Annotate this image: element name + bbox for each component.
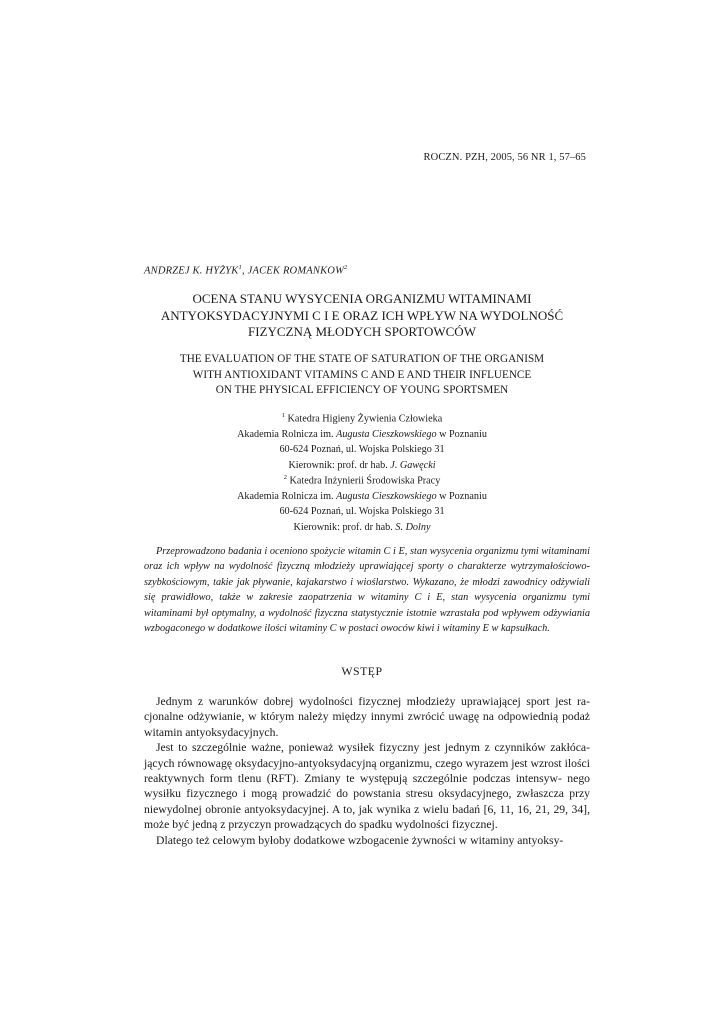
abstract-text: pływanie, kajakarstwo i wioślarstwo. Wykazano, że młodzi zawodnicy odżywiali xyxy=(252,576,590,588)
title-line: FIZYCZNĄ MŁODYCH SPORTOWCÓW xyxy=(248,324,476,339)
journal-reference: ROCZN. PZH, 2005, 56 NR 1, 57–65 xyxy=(423,152,586,163)
abstract-text: organizmu tymi witaminami oraz ich wpływ na wydolność fizyczną młodzieży xyxy=(144,546,590,573)
body-line: ilości reaktywnych form tlenu (RFT). Zmiany te występują szczególnie podczas intensyw- xyxy=(144,756,590,786)
body-line: 29, 34], może być jedną z przyczyn prowadzących do spadku wydolności fizycznej. xyxy=(144,802,590,832)
author-line xyxy=(144,264,348,277)
affiliation-head: Kierownik: prof. dr hab. J. Gawęcki xyxy=(288,459,436,471)
title-line: OCENA STANU WYSYCENIA ORGANIZMU WITAMINAMI xyxy=(192,291,532,306)
affiliation-marker: 1 xyxy=(238,264,242,271)
abstract xyxy=(144,544,590,636)
affiliation-department: $^2$ Katedra Inżynierii Środowiska Pracy xyxy=(283,474,441,487)
title-line: ANTYOKSYDACYJNYMI C I E ORAZ ICH WPŁYW NA WYDOLNOŚĆ xyxy=(160,307,564,323)
title-line: THE EVALUATION OF THE STATE OF SATURATION OF THE ORGANISM xyxy=(179,353,545,365)
polish-title xyxy=(120,291,604,341)
section-heading: WSTĘP xyxy=(341,664,383,678)
body-line: przy niewydolnej obronie antyoksydacyjnej. A to, jak wynika z wielu badań [6, 11, 16, 21, xyxy=(144,787,590,816)
affiliation-marker: 2 xyxy=(344,264,348,271)
affiliation-marker: 1 xyxy=(281,412,285,419)
paragraph xyxy=(144,694,590,740)
title-line: ON THE PHYSICAL EFFICIENCY OF YOUNG SPORTSMEN xyxy=(215,384,509,397)
affiliation-address: 60-624 Poznań, ul. Wojska Polskiego 31 xyxy=(279,506,445,518)
abstract-text: organizmu tymi witaminami był optymalny, a wydolność fizyczna statystycznie xyxy=(144,592,590,619)
title-line: WITH ANTIOXIDANT VITAMINS C AND E AND THEIR INFLUENCE xyxy=(192,368,532,381)
paragraph xyxy=(144,740,590,832)
affiliation-address: 60-624 Poznań, ul. Wojska Polskiego 31 xyxy=(279,444,445,456)
english-title xyxy=(120,352,604,399)
abstract-text: witaminy C w postaci owoców kiwi i witaminy E w kapsułkach. xyxy=(289,623,550,635)
affiliation-academy: Akademia Rolnicza im. Augusta Cieszkowskiego w Poznaniu xyxy=(237,428,487,440)
paragraph xyxy=(144,833,590,848)
abstract-text: Przeprowadzono badania i oceniono spożycie witamin C i E, stan wysycenia xyxy=(156,546,473,557)
affiliation-block xyxy=(172,408,552,473)
body-line: nego wysiłku fizycznego i mogą prowadzić do powstania stresu oksydacyjnego, zwłaszcza xyxy=(144,772,591,801)
affiliation-department: $^1$ Katedra Higieny Żywienia Człowieka xyxy=(281,412,443,425)
body-line: Jest to szczególnie ważne, ponieważ wysiłek fizyczny jest jednym z czynników zakłóca- xyxy=(156,741,590,755)
body-line: Jednym z warunków dobrej wydolności fizycznej młodzieży uprawiającej sport jest ra- xyxy=(156,695,590,708)
body-line: cjonalne odżywianie, w którym należy między innymi zwrócić uwagę na odpowiednią podaż xyxy=(144,710,590,724)
body-text xyxy=(144,694,590,848)
author-name: ANDRZEJ K. HYŻYK xyxy=(144,265,239,277)
affiliation-marker: 2 xyxy=(283,474,287,481)
author-separator: , xyxy=(241,265,248,277)
affiliation-head: Kierownik: prof. dr hab. S. Dolny xyxy=(293,521,431,533)
body-line: jących równowagę oksydacyjno-antyoksydacyjną organizmu, czego wyrazem jest wzrost xyxy=(144,756,562,770)
affiliation-block xyxy=(172,470,552,535)
author-name: JACEK ROMANKOW xyxy=(247,265,345,277)
body-line: Dlatego też celowym byłoby dodatkowe wzbogacenie żywności w witaminy antyoksy- xyxy=(156,833,564,847)
abstract-text: istotnie wzrastała pod wpływem odżywiania wzbogaconego w dodatkowe ilości xyxy=(144,607,590,635)
abstract-text: uprawiającej sporty o charakterze wytrzymałościowo-szybkościowym, takie jak xyxy=(144,561,590,588)
affiliation-academy: Akademia Rolnicza im. Augusta Cieszkowskiego w Poznaniu xyxy=(237,490,487,502)
body-line: witamin antyoksydacyjnych. xyxy=(144,725,279,739)
abstract-text: się prawidłowo, także w zakresie zaopatrzenia w witaminy C i E, stan wysycenia xyxy=(144,592,517,604)
